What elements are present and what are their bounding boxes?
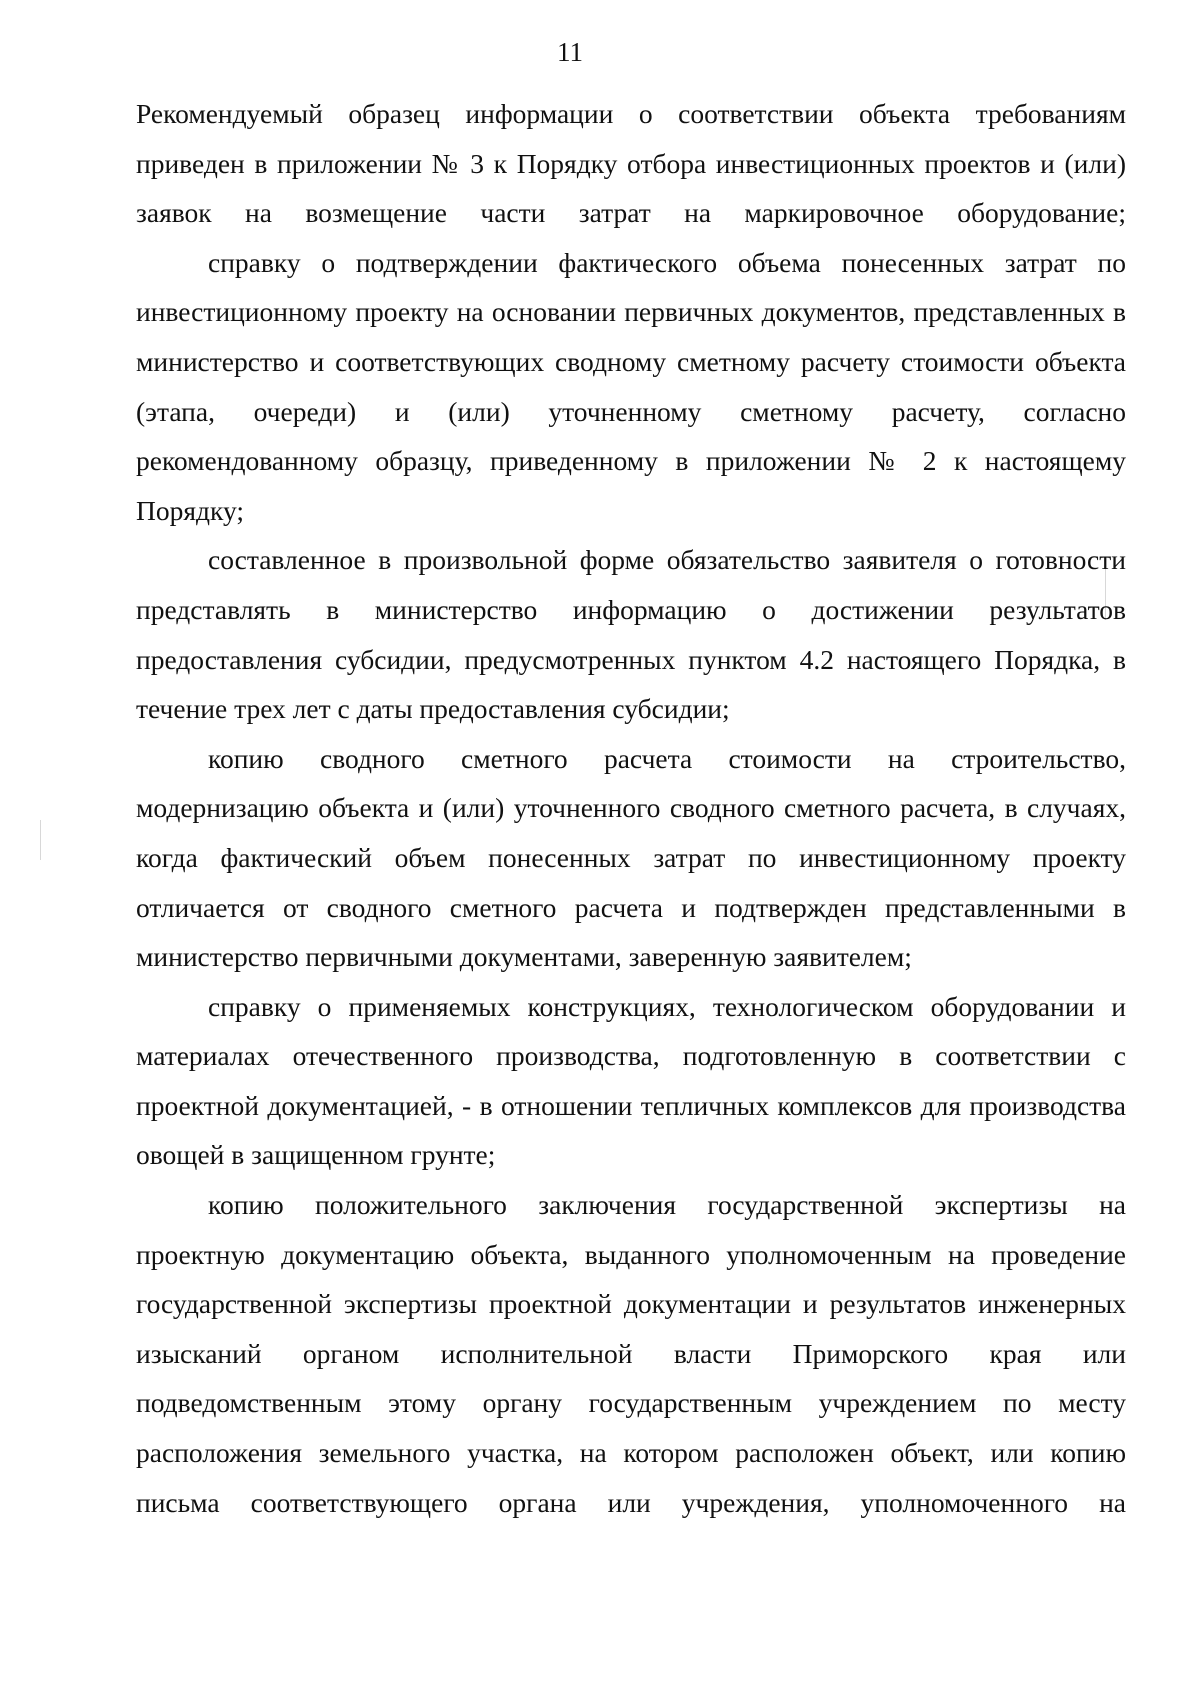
- paragraph-sample-information: Рекомендуемый образец информации о соответствии объекта требованиям приведен в приложении № 3 к Порядку отбора инвестиционных проектов и (или) заявок на возмещение части затрат на маркировочное оборудование;: [136, 98, 1126, 229]
- paragraph-actual-costs-certificate: справку о подтверждении фактического объема понесенных затрат по инвестиционному проекту на основании первичных документов, представленных в министерство и соответствующих сводному сметному расчету стоимости объекта (этапа, очереди) и (или) уточненному сметному расчету, согласно рекомендованному образцу, приведенному в приложении № 2 к настоящему Порядку;: [136, 246, 1126, 526]
- paragraph-state-expertise-copy: копию положительного заключения государственной экспертизы на проектную документацию объекта, выданного уполномоченным на проведение государственной экспертизы проектной документации и результатов инженерных изысканий органом исполнительной власти Приморского края или подведомственным этому органу государственным учреждением по месту расположения земельного участка, на котором расположен объект, или копию письма соответствующего органа или учреждения, уполномоченного на: [136, 1189, 1126, 1518]
- scan-artifact-line: [40, 820, 41, 860]
- paragraph-summary-estimate-copy: копию сводного сметного расчета стоимости на строительство, модернизацию объекта и (или) уточненного сводного сметного расчета, в случаях, когда фактический объем понесенных затрат по инвестиционному проекту отличается от сводного сметного расчета и подтвержден представленными в министерство первичными документами, заверенную заявителем;: [136, 742, 1126, 973]
- paragraph-applicant-obligation: составленное в произвольной форме обязательство заявителя о готовности представлять в министерство информацию о достижении результатов предоставления субсидии, предусмотренных пунктом 4.2 настоящего Порядка, в течение трех лет с даты предоставления субсидии;: [136, 544, 1126, 725]
- paragraph-domestic-materials-certificate: справку о применяемых конструкциях, технологическом оборудовании и материалах отечественного производства, подготовленную в соответствии с проектной документацией, - в отношении тепличных комплексов для производства овощей в защищенном грунте;: [136, 990, 1126, 1171]
- document-body: [136, 89, 1126, 1527]
- page-number: 11: [557, 37, 583, 67]
